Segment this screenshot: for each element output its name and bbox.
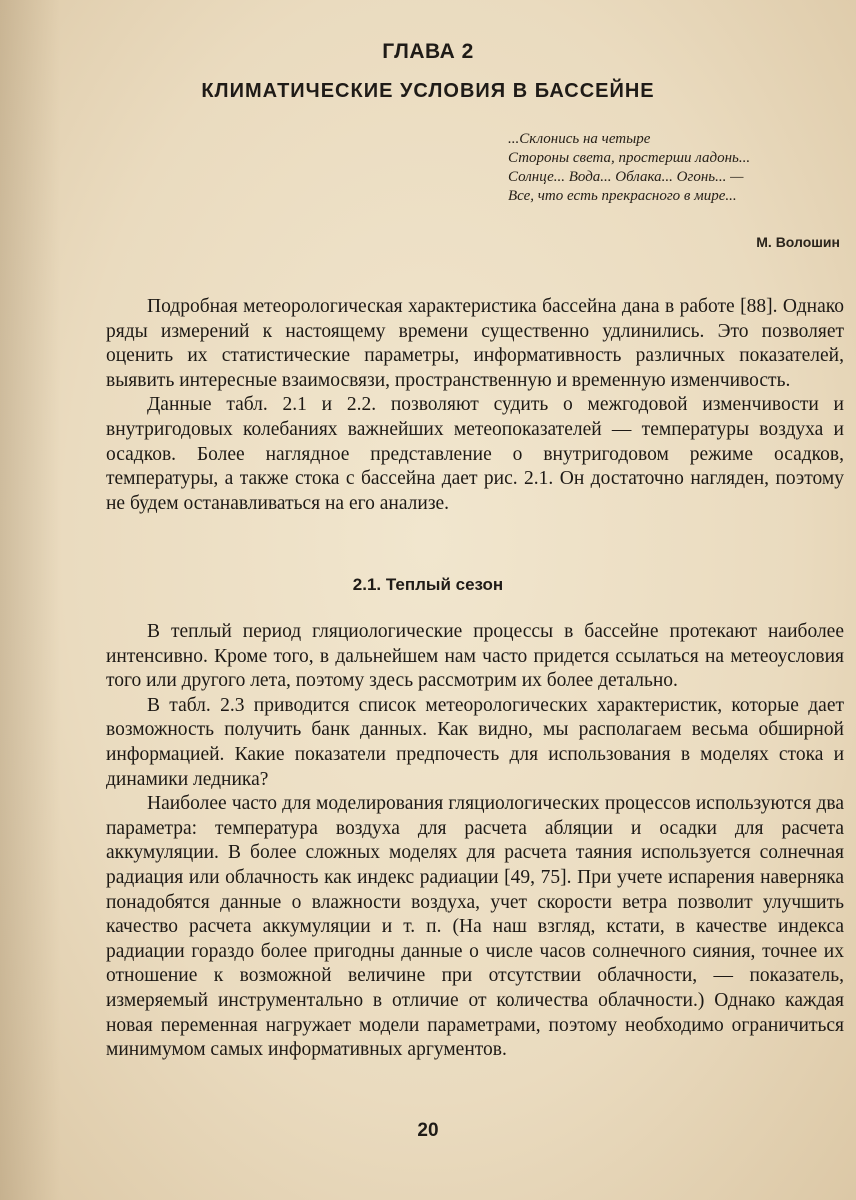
epigraph-line: Солнце... Вода... Облака... Огонь... — xyxy=(508,169,744,185)
epigraph-line: ...Склонись на четыре xyxy=(508,131,651,147)
paragraph: Наиболее часто для моделирования гляциологических процессов используются два параметра: температура воздуха для расчета абляции и осадки для расчета аккумуляции. В более сложных моделях для расчета таяния используется солнечная радиация или облачность как индекс радиации [49, 75]. При учете испарения наверняка понадобятся данные о влажности воздуха, учет скорости ветра позволит улучшить качество расчета аккумуляции и т. п. (На наш взгляд, кстати, в качестве индекса радиации гораздо более пригодны данные о числе часов солнечного сияния, точнее их отношение к возможной величине при отсутствии облачности, — показатель, измеряемый инструментально в отличие от количества облачности.) Однако каждая новая переменная нагружает модели параметрами, поэтому необходимо ограничиться минимумом самых информативных аргументов. xyxy=(106,793,844,1061)
paragraph: Данные табл. 2.1 и 2.2. позволяют судить о межгодовой изменчивости и внутригодовых колебаниях важнейших метеопоказателей — температуры воздуха и осадков. Более наглядное представление о внутригодовом режиме осадков, температуры, а также стока с бассейна дает рис. 2.1. Он достаточно нагляден, поэтому не будем останавливаться на его анализе. xyxy=(106,394,844,514)
paragraph: В табл. 2.3 приводится список метеорологических характеристик, которые дает возможность получить банк данных. Как видно, мы располагаем весьма обширной информацией. Какие показатели предпочесть для использования в моделях стока и динамики ледника? xyxy=(106,694,844,790)
section-heading: 2.1. Теплый сезон xyxy=(352,575,504,594)
epigraph-author: М. Волошин xyxy=(756,234,840,250)
epigraph xyxy=(508,130,848,206)
epigraph-line: Стороны света, простерши ладонь... xyxy=(508,150,751,166)
epigraph-line: Все, что есть прекрасного в мире... xyxy=(508,188,737,204)
intro-text xyxy=(106,295,844,516)
page-gutter-shadow xyxy=(0,0,60,1200)
paragraph: В теплый период гляциологические процессы в бассейне протекают наиболее интенсивно. Кроме того, в дальнейшем нам часто придется ссылаться на метеоусловия того или другого лета, поэтому здесь рассмотрим их более детально. xyxy=(106,621,844,692)
paragraph: Подробная метеорологическая характеристика бассейна дана в работе [88]. Однако ряды измерений к настоящему времени существенно удлинились. Это позволяет оценить их статистические параметры, информативность различных показателей, выявить интересные взаимосвязи, пространственную и временную изменчивость. xyxy=(106,296,844,391)
page-number: 20 xyxy=(417,1120,439,1141)
section-text xyxy=(106,620,844,1063)
chapter-title: КЛИМАТИЧЕСКИЕ УСЛОВИЯ В БАССЕЙНЕ xyxy=(201,80,655,102)
chapter-label: ГЛАВА 2 xyxy=(382,40,474,63)
